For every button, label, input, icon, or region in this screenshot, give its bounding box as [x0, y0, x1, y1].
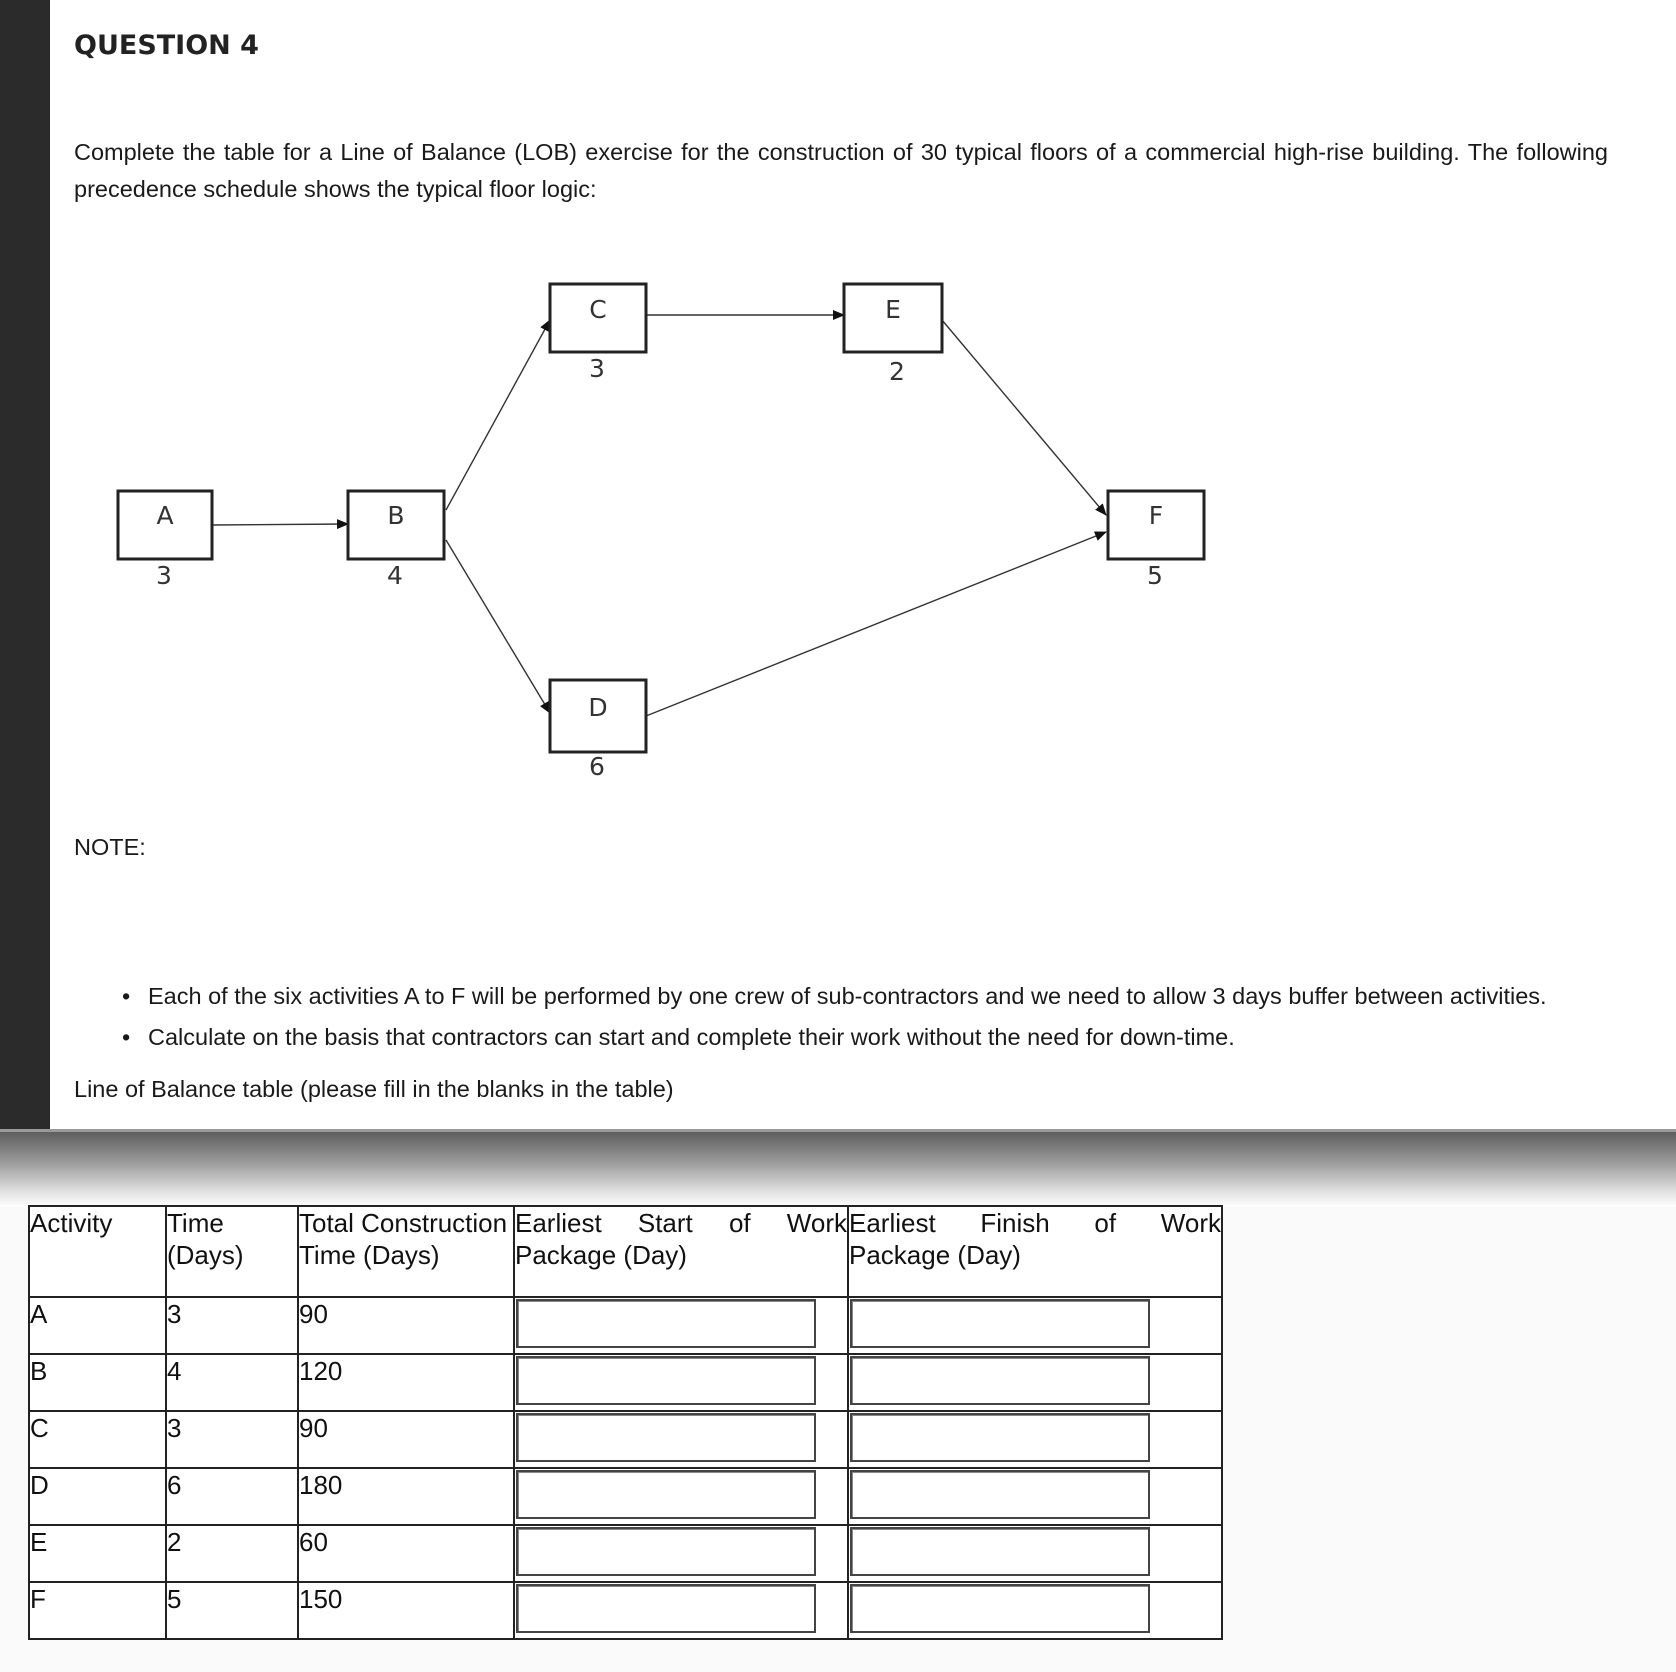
node-b-label: B [387, 501, 405, 530]
earliest-finish-input[interactable] [850, 1470, 1150, 1519]
cell-text: E [30, 1527, 48, 1557]
cell-text: 4 [167, 1356, 182, 1386]
node-b-duration: 4 [387, 561, 403, 590]
table-header-row [29, 1206, 1222, 1297]
cell-earliest-finish [848, 1297, 1222, 1354]
earliest-finish-input[interactable] [850, 1356, 1150, 1405]
cell-earliest-start [514, 1525, 848, 1582]
cell-text: 2 [167, 1527, 182, 1557]
cell-time [166, 1582, 298, 1639]
col-header-time [166, 1206, 298, 1297]
note-bullet: • Calculate on the basis that contractors can start and complete their work without the need for down-time. [122, 1017, 1547, 1058]
cell-text: D [30, 1470, 49, 1500]
header-text: Earliest Finish of Work [849, 1208, 1221, 1238]
note-bullet: • Each of the six activities A to F will be performed by one crew of sub-contractors and we need to allow 3 days buffer between activities. [122, 976, 1547, 1017]
cell-earliest-start [514, 1297, 848, 1354]
cell-time [166, 1354, 298, 1411]
header-text: Earliest Start of Work [515, 1208, 847, 1238]
table-row [29, 1297, 1222, 1354]
earliest-start-input[interactable] [516, 1413, 816, 1462]
cell-total [298, 1525, 514, 1582]
cell-earliest-finish [848, 1411, 1222, 1468]
cell-text: 120 [299, 1356, 343, 1386]
cell-earliest-finish [848, 1525, 1222, 1582]
header-text: Time [167, 1208, 224, 1238]
cell-text: F [30, 1584, 46, 1614]
cell-activity [29, 1297, 166, 1354]
cell-text: 6 [167, 1470, 182, 1500]
cell-earliest-finish [848, 1354, 1222, 1411]
header-text: Package (Day) [515, 1240, 687, 1270]
cell-earliest-start [514, 1582, 848, 1639]
note-label: NOTE: [74, 834, 146, 860]
earliest-finish-input[interactable] [850, 1413, 1150, 1462]
earliest-finish-input[interactable] [850, 1299, 1150, 1348]
header-text: Package (Day) [849, 1240, 1021, 1270]
node-f-duration: 5 [1147, 561, 1163, 590]
cell-time [166, 1411, 298, 1468]
col-header-earliest-finish [848, 1206, 1222, 1297]
cell-activity [29, 1582, 166, 1639]
cell-text: A [30, 1299, 48, 1329]
cell-time [166, 1468, 298, 1525]
cell-text: 90 [299, 1413, 328, 1443]
node-e-label: E [885, 295, 901, 324]
cell-total [298, 1468, 514, 1525]
header-text: Time (Days) [299, 1240, 440, 1270]
question-intro: Complete the table for a Line of Balance (LOB) exercise for the construction of 30 typical floors of a commercial high-rise building. The following precedence schedule shows the typical floor logic: [74, 139, 1608, 202]
table-row [29, 1582, 1222, 1639]
edge-b-d [446, 540, 550, 713]
precedence-diagram [0, 0, 1676, 800]
earliest-start-input[interactable] [516, 1356, 816, 1405]
cell-activity [29, 1525, 166, 1582]
col-header-activity [29, 1206, 166, 1297]
node-e-duration: 2 [889, 357, 905, 386]
node-a-duration: 3 [156, 561, 172, 590]
cell-text: 3 [167, 1299, 182, 1329]
table-row [29, 1354, 1222, 1411]
earliest-start-input[interactable] [516, 1299, 816, 1348]
header-text: Activity [30, 1208, 113, 1238]
table-caption: Line of Balance table (please fill in the blanks in the table) [74, 1076, 674, 1102]
cell-earliest-finish [848, 1468, 1222, 1525]
cell-text: B [30, 1356, 48, 1386]
cell-time [166, 1297, 298, 1354]
table-row [29, 1525, 1222, 1582]
edge-a-b [212, 524, 348, 525]
cell-text: 3 [167, 1413, 182, 1443]
cell-total [298, 1354, 514, 1411]
cell-text: 60 [299, 1527, 328, 1557]
node-d-label: D [588, 693, 608, 722]
node-c-duration: 3 [589, 354, 605, 383]
table-row [29, 1411, 1222, 1468]
node-d-duration: 6 [589, 752, 605, 781]
cell-activity [29, 1468, 166, 1525]
cell-earliest-start [514, 1468, 848, 1525]
node-a-label: A [156, 501, 174, 530]
edge-b-c [446, 320, 550, 510]
table-row [29, 1468, 1222, 1525]
cell-time [166, 1525, 298, 1582]
edge-d-f [646, 532, 1106, 716]
edge-e-f [942, 320, 1106, 515]
node-c-label: C [589, 295, 607, 324]
cell-text: 90 [299, 1299, 328, 1329]
earliest-finish-input[interactable] [850, 1527, 1150, 1576]
cell-earliest-finish [848, 1582, 1222, 1639]
col-header-total-time [298, 1206, 514, 1297]
cell-earliest-start [514, 1411, 848, 1468]
lob-table [28, 1205, 1223, 1640]
cell-total [298, 1411, 514, 1468]
question-title: QUESTION 4 [74, 30, 259, 61]
header-text: Total Construction [299, 1208, 508, 1238]
header-text: (Days) [167, 1240, 244, 1270]
cell-text: C [30, 1413, 49, 1443]
cell-activity [29, 1411, 166, 1468]
node-f-label: F [1148, 501, 1164, 530]
earliest-finish-input[interactable] [850, 1584, 1150, 1633]
panel-shadow [0, 1132, 1676, 1207]
cell-text: 5 [167, 1584, 182, 1614]
cell-earliest-start [514, 1354, 848, 1411]
cell-total [298, 1297, 514, 1354]
note-list [122, 976, 1547, 1058]
cell-text: 180 [299, 1470, 343, 1500]
cell-activity [29, 1354, 166, 1411]
earliest-start-input[interactable] [516, 1470, 816, 1519]
cell-total [298, 1582, 514, 1639]
earliest-start-input[interactable] [516, 1584, 816, 1633]
cell-text: 150 [299, 1584, 343, 1614]
earliest-start-input[interactable] [516, 1527, 816, 1576]
col-header-earliest-start [514, 1206, 848, 1297]
